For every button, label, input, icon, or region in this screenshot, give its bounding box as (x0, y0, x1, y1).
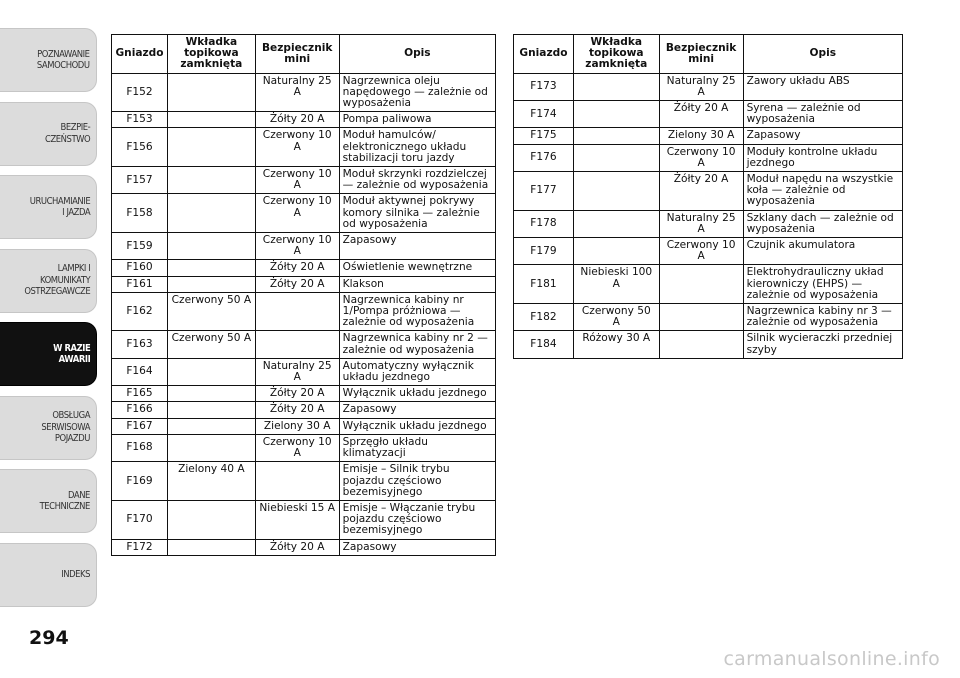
cell-tab-fuse (167, 128, 255, 167)
cell-mini-fuse: Czerwony 10 A (255, 434, 339, 461)
table-row (112, 539, 496, 555)
cell-mini-fuse: Żółty 20 A (255, 260, 339, 276)
cell-mini-fuse: Czerwony 10 A (255, 128, 339, 167)
chapter-tab-label: URUCHAMIANIE I JAZDA (29, 195, 90, 218)
cell-socket: F170 (112, 500, 168, 539)
cell-tab-fuse (167, 194, 255, 233)
cell-tab-fuse (167, 276, 255, 292)
cell-description: Moduły kontrolne układu jezdnego (743, 144, 902, 171)
cell-mini-fuse: Żółty 20 A (255, 112, 339, 128)
cell-description: Zapasowy (339, 233, 495, 260)
cell-description: Klakson (339, 276, 495, 292)
cell-description: Zawory układu ABS (743, 73, 902, 100)
fuse-table-right (513, 34, 903, 359)
table-row (112, 402, 496, 418)
cell-tab-fuse: Niebieski 100 A (573, 265, 659, 304)
cell-description: Nagrzewnica oleju napędowego — zależnie od wyposażenia (339, 73, 495, 112)
table-row (112, 260, 496, 276)
cell-description: Sprzęgło układu klimatyzacji (339, 434, 495, 461)
cell-description: Pompa paliwowa (339, 112, 495, 128)
cell-tab-fuse (167, 260, 255, 276)
cell-socket: F178 (514, 210, 574, 237)
cell-description: Nagrzewnica kabiny nr 1/Pompa próżniowa — zależnie od wyposażenia (339, 292, 495, 331)
cell-description: Szklany dach — zależnie od wyposażenia (743, 210, 902, 237)
cell-socket: F159 (112, 233, 168, 260)
cell-tab-fuse: Zielony 40 A (167, 462, 255, 501)
chapter-tab[interactable] (0, 249, 97, 313)
cell-mini-fuse: Żółty 20 A (255, 276, 339, 292)
cell-tab-fuse (573, 73, 659, 100)
watermark: carmanualsonline.info (723, 648, 940, 670)
cell-mini-fuse: Czerwony 10 A (255, 233, 339, 260)
cell-socket: F157 (112, 167, 168, 194)
table-header-row (112, 35, 496, 74)
cell-mini-fuse (659, 265, 743, 304)
cell-socket: F172 (112, 539, 168, 555)
chapter-tab[interactable] (0, 396, 97, 460)
chapter-tabs (0, 28, 97, 616)
chapter-tab-label: POZNAWANIE SAMOCHODU (37, 48, 90, 71)
cell-description: Moduł aktywnej pokrywy komory silnika — zależnie od wyposażenia (339, 194, 495, 233)
header-description: Opis (339, 35, 495, 74)
cell-mini-fuse: Niebieski 15 A (255, 500, 339, 539)
cell-mini-fuse: Zielony 30 A (659, 128, 743, 144)
header-socket: Gniazdo (514, 35, 574, 74)
cell-mini-fuse: Naturalny 25 A (659, 73, 743, 100)
table-row (514, 73, 903, 100)
table-row (112, 233, 496, 260)
table-row (514, 101, 903, 128)
table-row (514, 172, 903, 211)
cell-socket: F164 (112, 358, 168, 385)
cell-socket: F156 (112, 128, 168, 167)
cell-mini-fuse: Czerwony 10 A (659, 144, 743, 171)
cell-mini-fuse (255, 292, 339, 331)
cell-description: Wyłącznik układu jezdnego (339, 418, 495, 434)
cell-description: Silnik wycieraczki przedniej szyby (743, 331, 902, 358)
cell-description: Moduł napędu na wszystkie koła — zależnie od wyposażenia (743, 172, 902, 211)
cell-socket: F152 (112, 73, 168, 112)
table-row (112, 194, 496, 233)
cell-description: Nagrzewnica kabiny nr 3 — zależnie od wyposażenia (743, 304, 902, 331)
cell-socket: F168 (112, 434, 168, 461)
cell-tab-fuse: Czerwony 50 A (573, 304, 659, 331)
cell-mini-fuse (659, 331, 743, 358)
cell-tab-fuse (573, 144, 659, 171)
header-socket: Gniazdo (112, 35, 168, 74)
cell-description: Syrena — zależnie od wyposażenia (743, 101, 902, 128)
header-mini-fuse: Bezpiecznik mini (255, 35, 339, 74)
chapter-tab[interactable] (0, 28, 97, 92)
cell-socket: F153 (112, 112, 168, 128)
cell-mini-fuse: Żółty 20 A (659, 101, 743, 128)
cell-description: Moduł hamulców/ elektronicznego układu stabilizacji toru jazdy (339, 128, 495, 167)
table-row (112, 500, 496, 539)
table-row (112, 167, 496, 194)
table-header-row (514, 35, 903, 74)
table-row (514, 144, 903, 171)
table-row (514, 128, 903, 144)
cell-socket: F167 (112, 418, 168, 434)
table-row (112, 292, 496, 331)
cell-tab-fuse (573, 128, 659, 144)
cell-socket: F165 (112, 386, 168, 402)
chapter-tab[interactable] (0, 322, 97, 386)
cell-description: Czujnik akumulatora (743, 238, 902, 265)
chapter-tab[interactable] (0, 469, 97, 533)
cell-mini-fuse (255, 462, 339, 501)
cell-mini-fuse: Żółty 20 A (659, 172, 743, 211)
cell-socket: F175 (514, 128, 574, 144)
cell-tab-fuse: Różowy 30 A (573, 331, 659, 358)
cell-mini-fuse: Czerwony 10 A (255, 167, 339, 194)
cell-description: Zapasowy (339, 539, 495, 555)
cell-description: Oświetlenie wewnętrzne (339, 260, 495, 276)
cell-description: Wyłącznik układu jezdnego (339, 386, 495, 402)
cell-description: Nagrzewnica kabiny nr 2 — zależnie od wyposażenia (339, 331, 495, 358)
cell-tab-fuse (573, 238, 659, 265)
cell-tab-fuse (167, 434, 255, 461)
table-row (112, 462, 496, 501)
chapter-tab[interactable] (0, 543, 97, 607)
cell-tab-fuse (167, 386, 255, 402)
cell-socket: F163 (112, 331, 168, 358)
cell-tab-fuse: Czerwony 50 A (167, 292, 255, 331)
table-row (514, 331, 903, 358)
chapter-tab-label: W RAZIE AWARII (52, 342, 90, 365)
table-row (112, 73, 496, 112)
cell-socket: F184 (514, 331, 574, 358)
header-tab-fuse: Wkładka topikowa zamknięta (573, 35, 659, 74)
cell-tab-fuse (573, 172, 659, 211)
table-row (112, 276, 496, 292)
cell-socket: F161 (112, 276, 168, 292)
cell-tab-fuse (167, 539, 255, 555)
table-row (112, 128, 496, 167)
cell-socket: F160 (112, 260, 168, 276)
header-tab-fuse: Wkładka topikowa zamknięta (167, 35, 255, 74)
chapter-tab[interactable] (0, 102, 97, 166)
cell-tab-fuse (167, 500, 255, 539)
table-row (514, 210, 903, 237)
cell-socket: F179 (514, 238, 574, 265)
cell-description: Emisje – Włączanie trybu pojazdu częściowo bezemisyjnego (339, 500, 495, 539)
cell-description: Moduł skrzynki rozdzielczej — zależnie od wyposażenia (339, 167, 495, 194)
cell-mini-fuse: Zielony 30 A (255, 418, 339, 434)
cell-socket: F166 (112, 402, 168, 418)
cell-socket: F182 (514, 304, 574, 331)
cell-tab-fuse (167, 73, 255, 112)
chapter-tab-label: INDEKS (61, 568, 90, 580)
cell-mini-fuse (255, 331, 339, 358)
cell-mini-fuse: Żółty 20 A (255, 402, 339, 418)
cell-tab-fuse (167, 167, 255, 194)
header-description: Opis (743, 35, 902, 74)
chapter-tab[interactable] (0, 175, 97, 239)
cell-tab-fuse: Czerwony 50 A (167, 331, 255, 358)
cell-description: Zapasowy (339, 402, 495, 418)
chapter-tab-label: OBSŁUGA SERWISOWA POJAZDU (41, 410, 90, 445)
cell-mini-fuse: Naturalny 25 A (255, 73, 339, 112)
cell-socket: F176 (514, 144, 574, 171)
cell-tab-fuse (167, 402, 255, 418)
cell-mini-fuse: Żółty 20 A (255, 386, 339, 402)
chapter-tab-label: DANE TECHNICZNE (39, 489, 90, 512)
table-row (112, 112, 496, 128)
page-number: 294 (29, 627, 69, 649)
chapter-tab-label: BEZPIE- CZEŃSTWO (44, 122, 90, 145)
table-row (112, 418, 496, 434)
header-mini-fuse: Bezpiecznik mini (659, 35, 743, 74)
cell-mini-fuse: Naturalny 25 A (659, 210, 743, 237)
cell-description: Automatyczny wyłącznik układu jezdnego (339, 358, 495, 385)
table-row (112, 386, 496, 402)
cell-socket: F158 (112, 194, 168, 233)
cell-tab-fuse (167, 233, 255, 260)
table-row (112, 331, 496, 358)
table-row (514, 304, 903, 331)
table-row (514, 265, 903, 304)
cell-socket: F181 (514, 265, 574, 304)
table-row (112, 358, 496, 385)
cell-socket: F169 (112, 462, 168, 501)
cell-tab-fuse (573, 210, 659, 237)
cell-socket: F174 (514, 101, 574, 128)
cell-description: Elektrohydrauliczny układ kierowniczy (EHPS) — zależnie od wyposażenia (743, 265, 902, 304)
fuse-table-left (111, 34, 496, 556)
cell-socket: F173 (514, 73, 574, 100)
cell-mini-fuse (659, 304, 743, 331)
cell-mini-fuse: Czerwony 10 A (659, 238, 743, 265)
table-row (112, 434, 496, 461)
cell-mini-fuse: Czerwony 10 A (255, 194, 339, 233)
cell-mini-fuse: Żółty 20 A (255, 539, 339, 555)
cell-description: Zapasowy (743, 128, 902, 144)
cell-tab-fuse (573, 101, 659, 128)
cell-socket: F177 (514, 172, 574, 211)
cell-description: Emisje – Silnik trybu pojazdu częściowo bezemisyjnego (339, 462, 495, 501)
cell-mini-fuse: Naturalny 25 A (255, 358, 339, 385)
cell-tab-fuse (167, 358, 255, 385)
table-row (514, 238, 903, 265)
cell-tab-fuse (167, 112, 255, 128)
chapter-tab-label: LAMPKI I KOMUNIKATY OSTRZEGAWCZE (24, 263, 90, 298)
cell-socket: F162 (112, 292, 168, 331)
cell-tab-fuse (167, 418, 255, 434)
